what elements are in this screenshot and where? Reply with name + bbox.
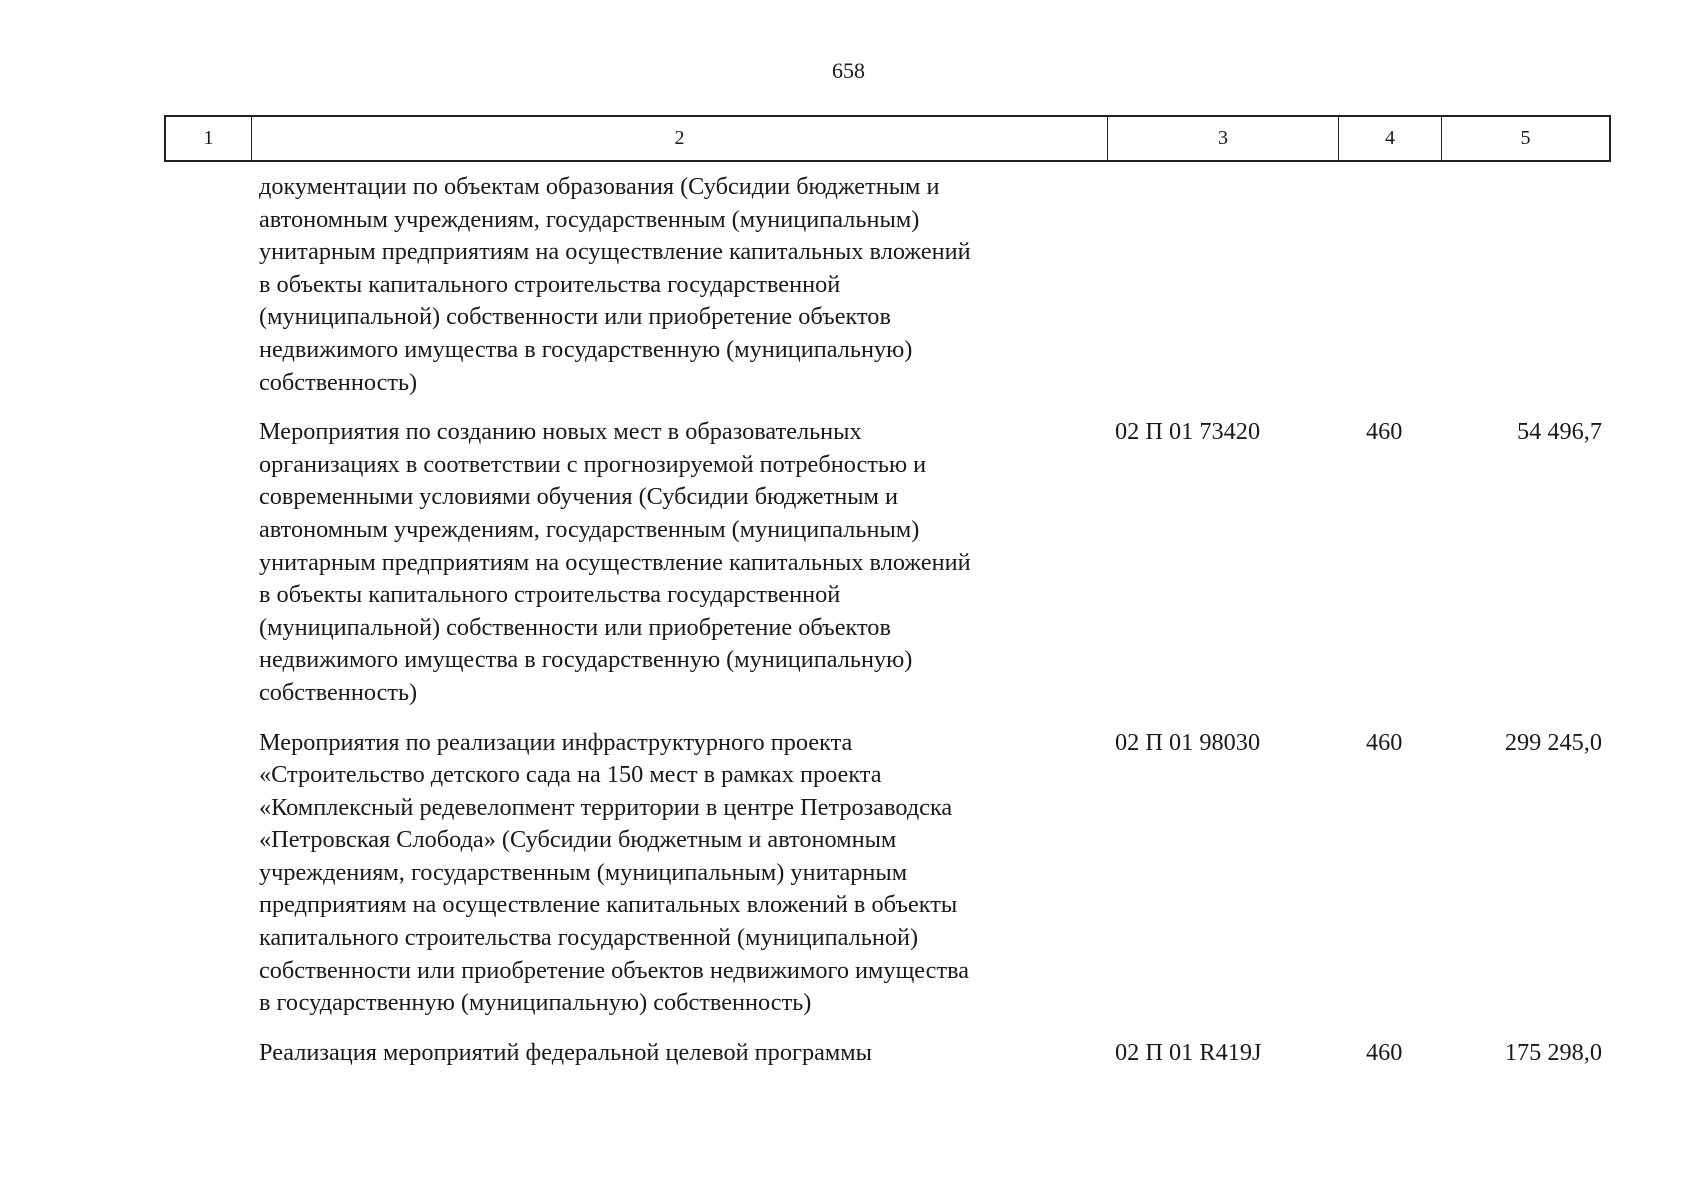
table-row [0, 1037, 1697, 1070]
table-row [0, 416, 1697, 709]
page-number: 658 [832, 58, 865, 83]
row-amount: 299 245,0 [1504, 728, 1602, 756]
row-expense-type: 460 [1366, 418, 1403, 446]
header-col-2: 2 [252, 117, 1108, 160]
row-code: 02 П 01 98030 [1115, 728, 1261, 756]
header-col-3: 3 [1108, 117, 1339, 160]
table-header [164, 115, 1611, 162]
row-description: Реализация мероприятий федеральной целевой программы [259, 1038, 872, 1066]
row-amount: 175 298,0 [1504, 1038, 1602, 1066]
table-row [0, 727, 1697, 1020]
row-description: Мероприятия по созданию новых мест в образовательных организациях в соответствии с прогнозируемой потребностью и современными условиями обучения (Субсидии бюджетным и автономным учреждениям, государственным (муниципальным) унитарным предприятиям на осуществление капитальных вложений в объекты капитального строительства государственной (муниципальной) собственности или приобретение объектов недвижимого имущества в государственную (муниципальную) собственность) [259, 418, 971, 706]
row-expense-type: 460 [1366, 1038, 1403, 1066]
header-col-1: 1 [166, 117, 252, 160]
table-row [0, 171, 1697, 399]
row-code: 02 П 01 73420 [1115, 418, 1261, 446]
header-col-4: 4 [1339, 117, 1442, 160]
row-expense-type: 460 [1366, 728, 1403, 756]
row-code: 02 П 01 R419J [1115, 1038, 1262, 1066]
table-body [0, 171, 1697, 1086]
row-amount: 54 496,7 [1516, 418, 1602, 446]
row-description: Мероприятия по реализации инфраструктурного проекта «Строительство детского сада на 150 мест в рамках проекта «Комплексный редевелопмент территории в центре Петрозаводска «Петровская Слобода» (Субсидии бюджетным и автономным учреждениям, государственным (муниципальным) унитарным предприятиям на осуществление капитальных вложений в объекты капитального строительства государственной (муниципальной) собственности или приобретение объектов недвижимого имущества в государственную (муниципальную) собственность) [259, 728, 970, 1017]
row-description: документации по объектам образования (Субсидии бюджетным и автономным учреждениям, государственным (муниципальным) унитарным предприятиям на осуществление капитальных вложений в объекты капитального строительства государственной (муниципальной) собственности или приобретение объектов недвижимого имущества в государственную (муниципальную) собственность) [259, 173, 971, 396]
header-col-5: 5 [1520, 127, 1531, 149]
